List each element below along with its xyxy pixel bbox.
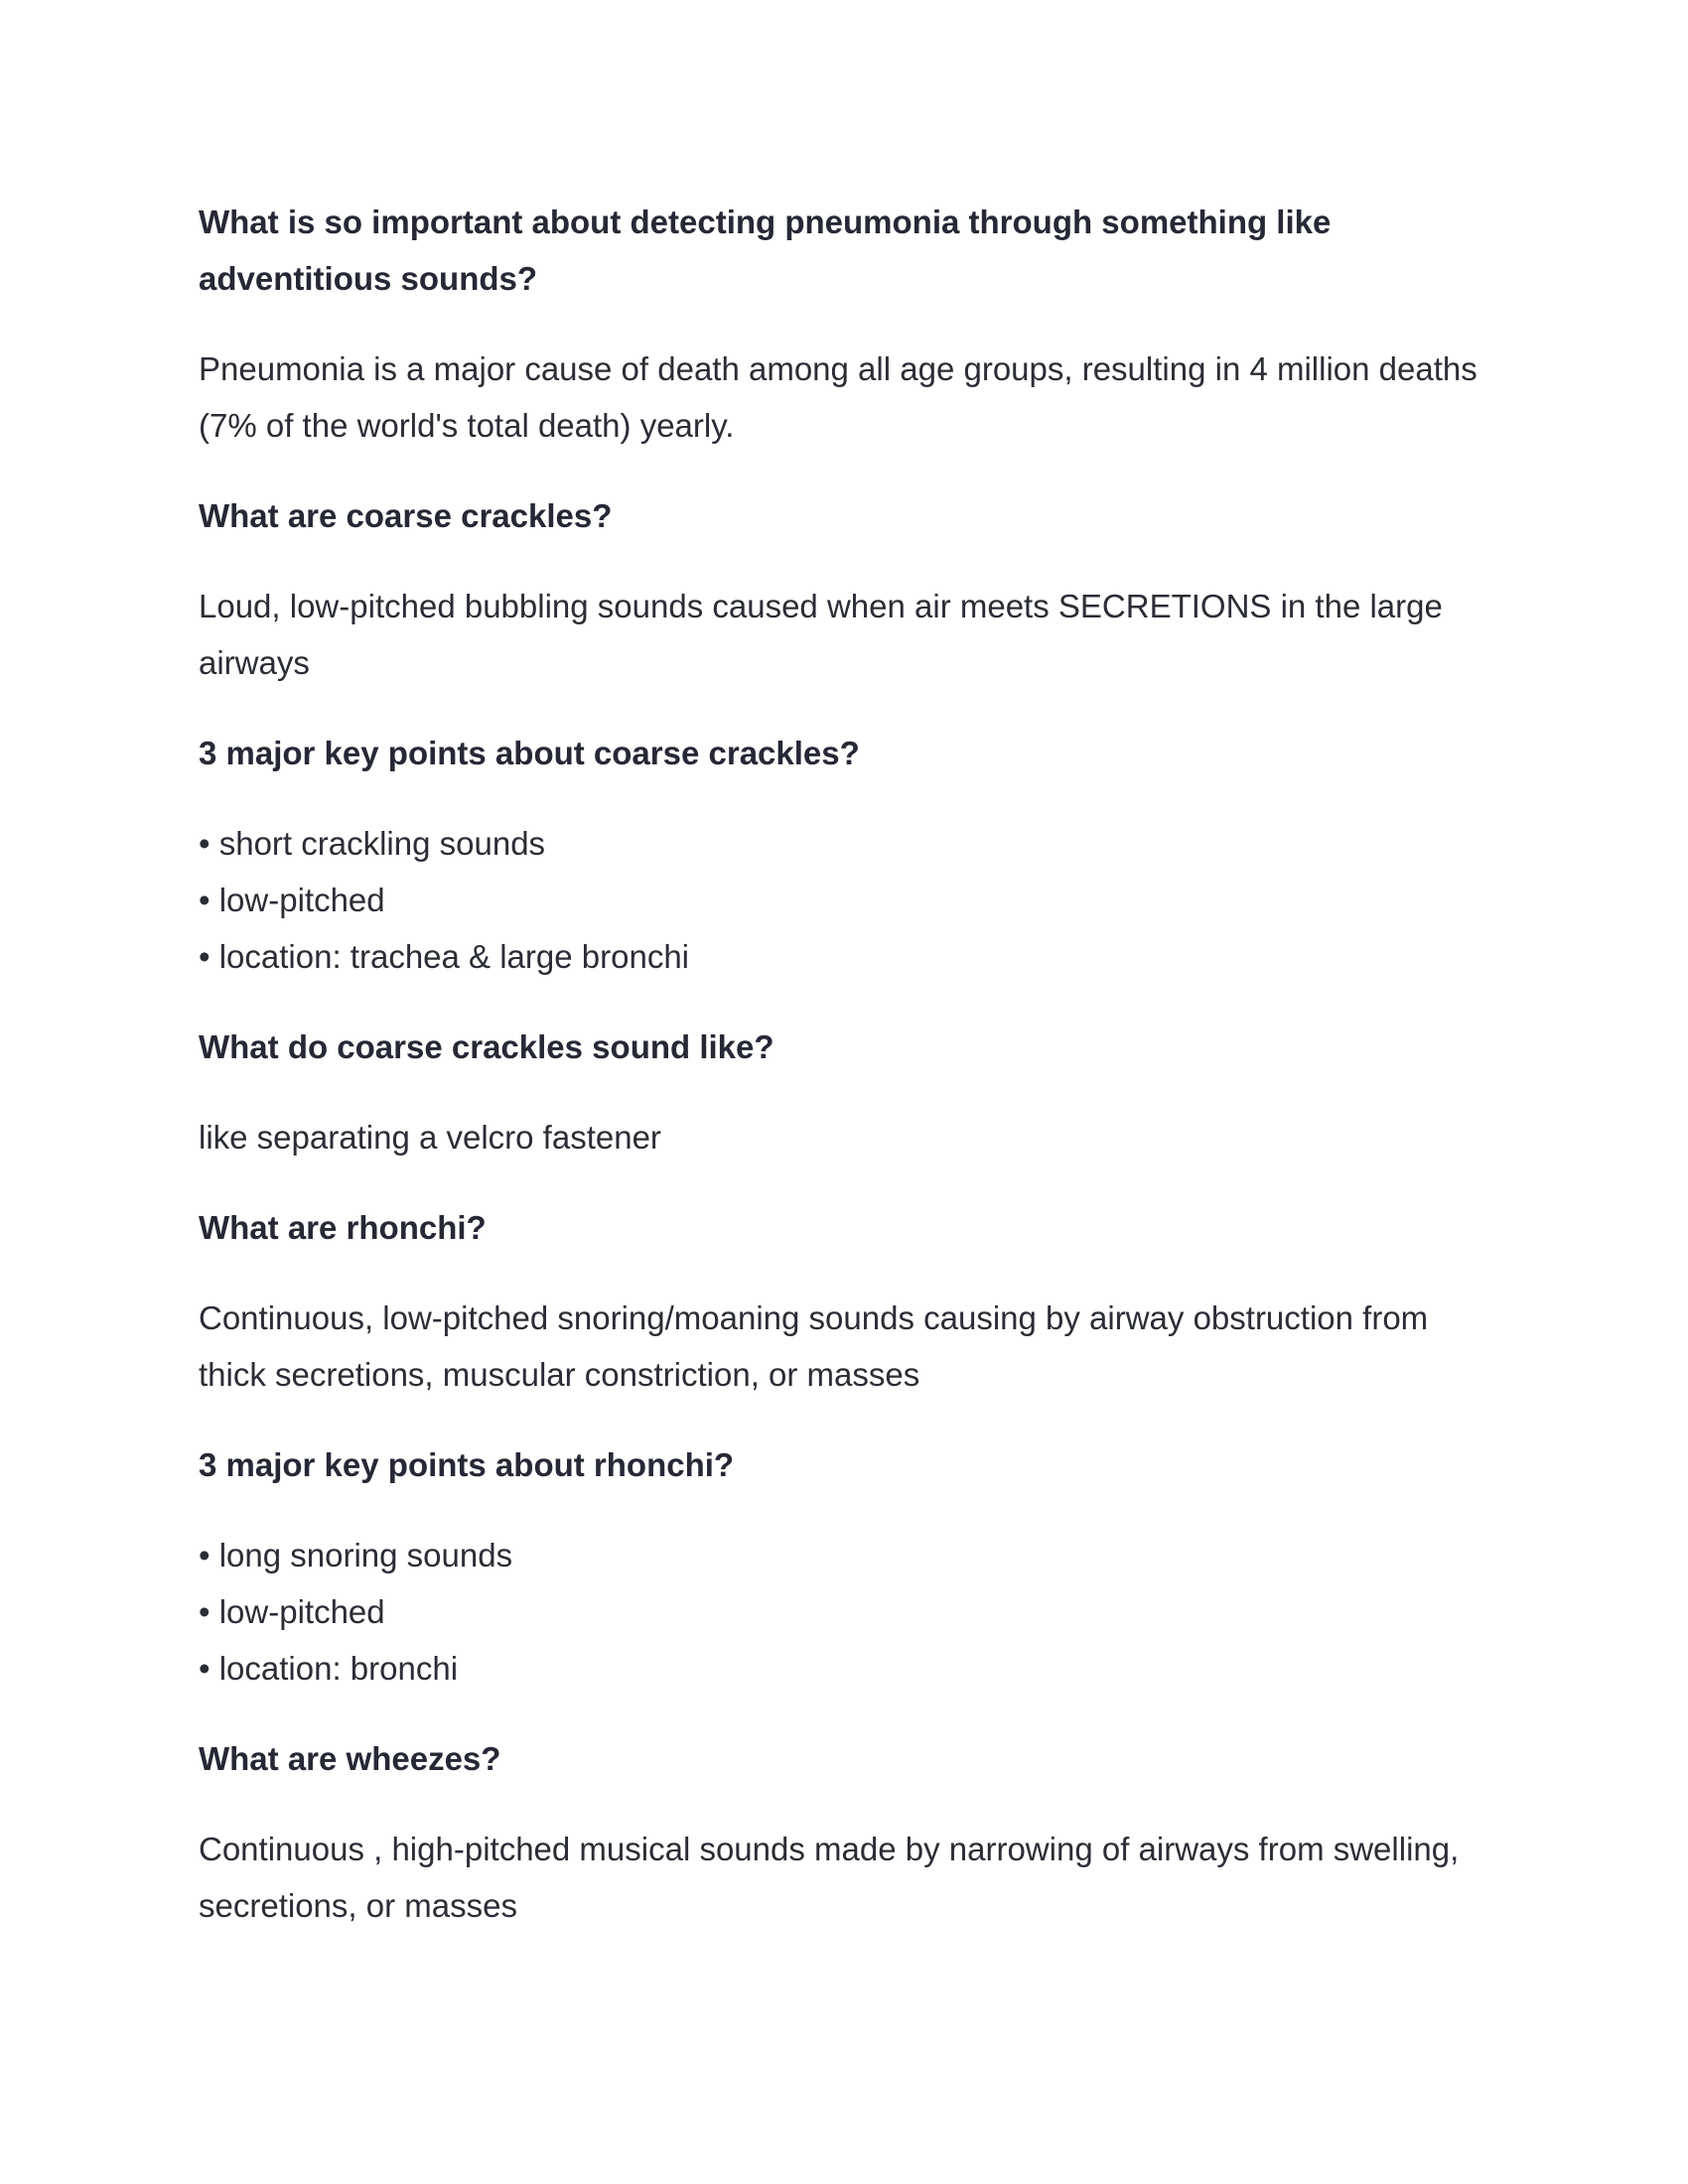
bullet-item: • location: bronchi <box>199 1650 459 1687</box>
question-heading: What do coarse crackles sound like? <box>199 1028 774 1065</box>
bullet-list <box>199 1527 1499 1697</box>
answer-text: Continuous , high-pitched musical sounds made by narrowing of airways from swelling, secretions, or masses <box>199 1831 1460 1924</box>
question-heading: What are coarse crackles? <box>199 497 613 534</box>
document-page <box>199 194 1499 1934</box>
question-heading: What is so important about detecting pneumonia through something like adventitious sounds? <box>199 204 1332 297</box>
question-heading: 3 major key points about coarse crackles? <box>199 735 860 771</box>
answer-text: Pneumonia is a major cause of death among all age groups, resulting in 4 million deaths (7% of the world's total death) yearly. <box>199 350 1477 444</box>
question-heading: 3 major key points about rhonchi? <box>199 1446 735 1483</box>
bullet-item: • location: trachea & large bronchi <box>199 938 690 975</box>
answer-text: Loud, low-pitched bubbling sounds caused when air meets SECRETIONS in the large airways <box>199 588 1443 681</box>
bullet-item: • low-pitched <box>199 1593 385 1630</box>
answer-text: like separating a velcro fastener <box>199 1119 661 1156</box>
answer-text: Continuous, low-pitched snoring/moaning sounds causing by airway obstruction from thick secretions, muscular constriction, or masses <box>199 1299 1429 1393</box>
question-heading: What are wheezes? <box>199 1740 501 1777</box>
bullet-item: • long snoring sounds <box>199 1537 513 1573</box>
bullet-list <box>199 815 1499 985</box>
bullet-item: • short crackling sounds <box>199 825 546 862</box>
bullet-item: • low-pitched <box>199 882 385 918</box>
question-heading: What are rhonchi? <box>199 1209 487 1246</box>
